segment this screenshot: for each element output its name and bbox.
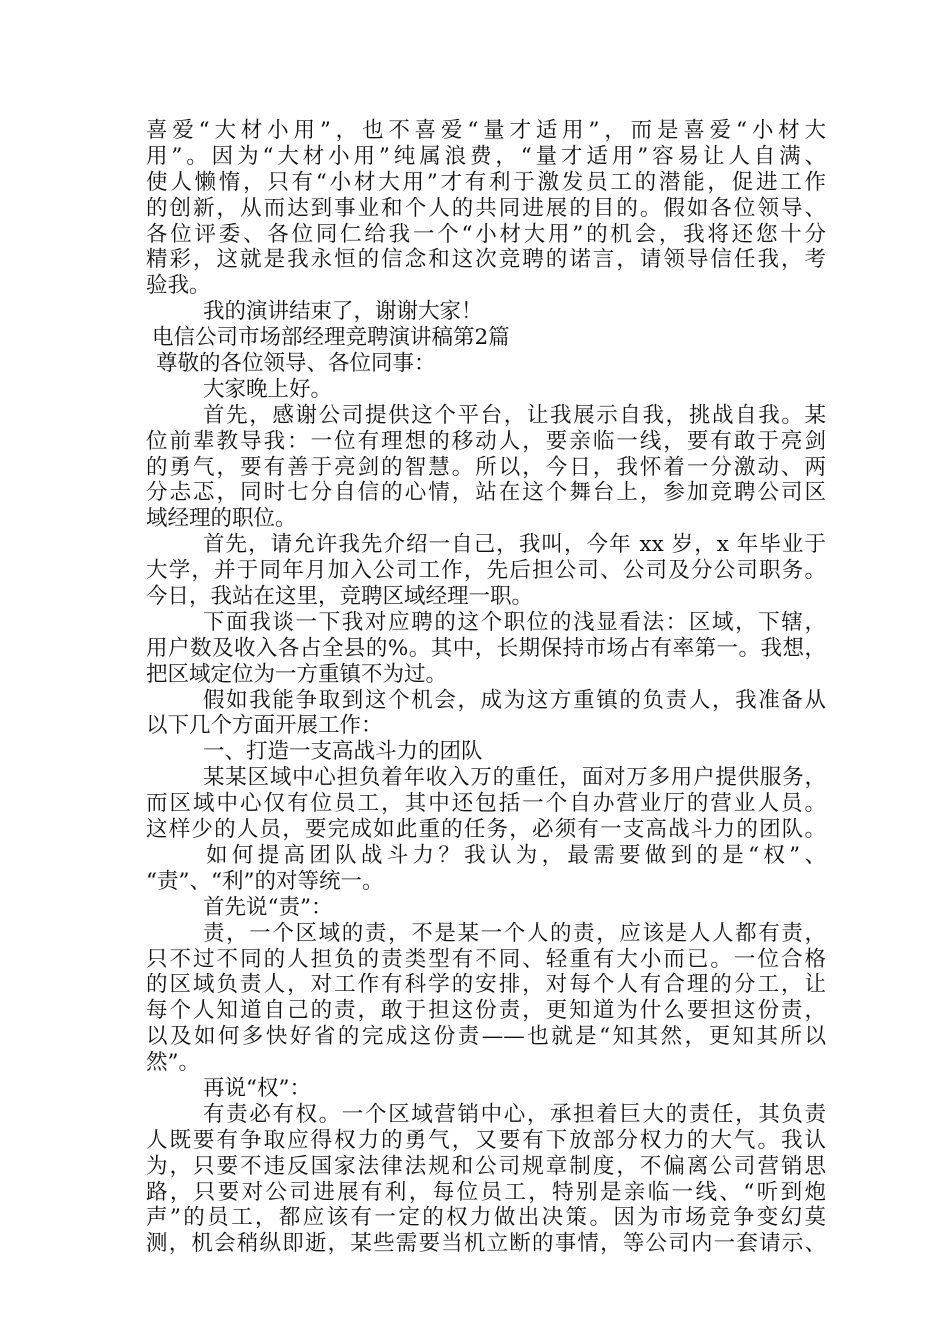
text-line: “责”、“利”的对等统一。 (146, 868, 384, 894)
text-line: 分忐忑，同时七分自信的心情，站在这个舞台上，参加竞聘公司区 (146, 480, 826, 506)
salutation: 尊敬的各位领导、各位同事： (156, 351, 436, 377)
text-line: 假如我能争取到这个机会，成为这方重镇的负责人，我准备从 (203, 687, 826, 713)
text-line: 有责必有权。一个区域营销中心，承担着巨大的责任，其负责 (203, 1101, 826, 1127)
text-line: 声”的员工，都应该有一定的权力做出决策。因为市场竞争变幻莫 (146, 1205, 826, 1231)
text-line: 今日，我站在这里，竞聘区域经理一职。 (146, 584, 534, 610)
text-line: 路，只要对公司进展有利，每位员工，特别是亲临一线、“听到炮 (146, 1179, 826, 1205)
text-line: 使人懒惰，只有“小材大用”才有利于激发员工的潜能，促进工作 (146, 169, 826, 195)
text-line: 以下几个方面开展工作： (146, 713, 383, 739)
text-line: 大家晚上好。 (203, 376, 333, 402)
text-line: 域经理的职位。 (146, 506, 297, 532)
text-line: 大学，并于同年月加入公司工作，先后担公司、公司及分公司职务。 (146, 558, 826, 584)
text-line: 如何提高团队战斗力？我认为，最需要做到的是“权”、 (206, 842, 826, 868)
text-line: 只不过不同的人担负的责类型有不同、轻重有大小而已。一位合格 (146, 946, 826, 972)
text-line: 用户数及收入各占全县的%。其中，长期保持市场占有率第一。我想， (146, 635, 826, 661)
text-line: 人既要有争取应得权力的勇气，又要有下放部分权力的大气。我认 (146, 1127, 826, 1153)
text-line: 精彩，这就是我永恒的信念和这次竞聘的诺言，请领导信任我，考 (146, 247, 826, 273)
text-line: 的创新，从而达到事业和个人的共同进展的目的。假如各位领导、 (146, 195, 826, 221)
text-line: 某某区域中心担负着年收入万的重任，面对万多用户提供服务， (203, 765, 826, 791)
text-line: 验我。 (146, 273, 211, 299)
text-line: 我的演讲结束了，谢谢大家！ (203, 299, 483, 325)
document-body (146, 118, 826, 1257)
text-line: 然”。 (146, 1050, 200, 1076)
text-line: 而区域中心仅有位员工，其中还包括一个自办营业厅的营业人员。 (146, 791, 826, 817)
text-line: 各位评委、各位同仁给我一个“小材大用”的机会，我将还您十分 (146, 221, 826, 247)
section-title: 电信公司市场部经理竞聘演讲稿第2篇 (152, 325, 510, 351)
text-line: 首先，感谢公司提供这个平台，让我展示自我，挑战自我。某 (203, 402, 826, 428)
text-line: 的勇气，要有善于亮剑的智慧。所以，今日，我怀着一分激动、两 (146, 454, 826, 480)
text-line: 首先，请允许我先介绍一自己，我叫，今年 xx 岁，x 年毕业于 (203, 532, 826, 558)
text-line: 把区域定位为一方重镇不为过。 (146, 661, 448, 687)
text-line: 用”。因为“大材小用”纯属浪费，“量才适用”容易让人自满、 (146, 143, 826, 169)
text-line: 责，一个区域的责，不是某一个人的责，应该是人人都有责， (203, 920, 826, 946)
text-line: 的区域负责人，对工作有科学的安排，对每个人有合理的分工，让 (146, 972, 826, 998)
text-line: 测，机会稍纵即逝，某些需要当机立断的事情，等公司内一套请示、 (146, 1231, 826, 1257)
text-line: 再说“权”： (203, 1075, 311, 1101)
text-line: 为，只要不违反国家法律法规和公司规章制度，不偏离公司营销思 (146, 1153, 826, 1179)
text-line: 位前辈教导我：一位有理想的移动人，要亲临一线，要有敢于亮剑 (146, 428, 826, 454)
text-line: 以及如何多快好省的完成这份责——也就是“知其然，更知其所以 (146, 1024, 826, 1050)
text-line: 下面我谈一下我对应聘的这个职位的浅显看法：区域，下辖， (203, 609, 826, 635)
text-line: 喜爱“大材小用”，也不喜爱“量才适用”，而是喜爱“小材大 (146, 118, 826, 143)
text-line: 这样少的人员，要完成如此重的任务，必须有一支高战斗力的团队。 (146, 817, 826, 843)
text-line: 每个人知道自己的责，敢于担这份责，更知道为什么要担这份责， (146, 998, 826, 1024)
subheading: 一、打造一支高战斗力的团队 (203, 739, 483, 765)
text-line: 首先说“责”： (203, 894, 333, 920)
